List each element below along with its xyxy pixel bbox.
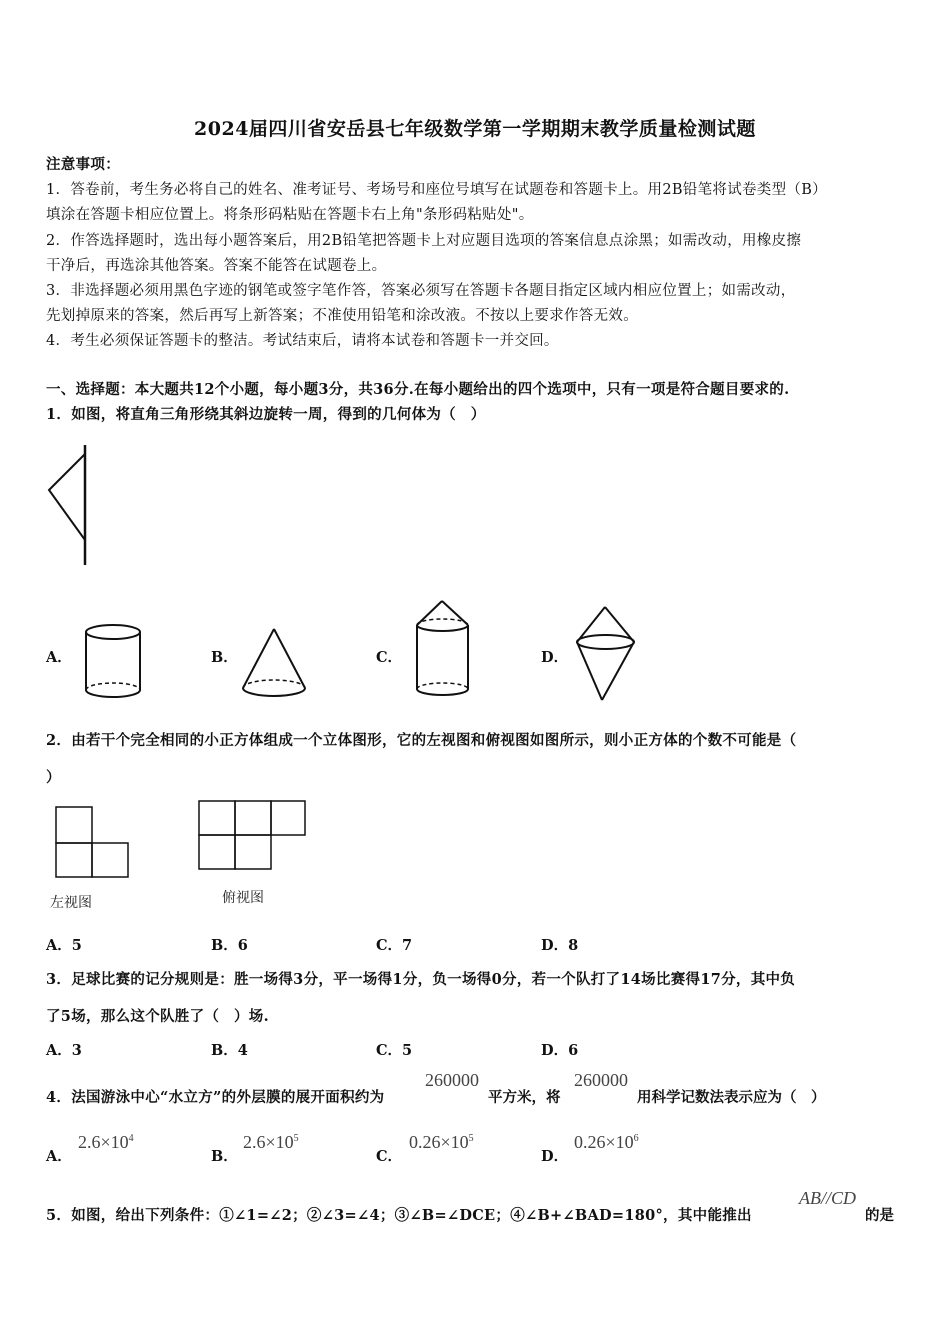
q2-option-b: B．6 xyxy=(211,937,248,954)
page-title: 2024届四川省安岳县七年级数学第一学期期末教学质量检测试题 xyxy=(194,118,756,140)
q4-option-d-value: $0.26\times 10^6$ xyxy=(574,1132,639,1152)
notice-line: 填涂在答题卡相应位置上。将条形码粘贴在答题卡右上角"条形码粘贴处"。 xyxy=(46,207,534,223)
question-4-stem-part1: 4．法国游泳中心“水立方”的外层膜的展开面积约为 xyxy=(46,1089,385,1106)
cylinder-figure xyxy=(80,622,150,704)
left-view-label: 左视图 xyxy=(50,895,92,911)
q4-option-c-label: C． xyxy=(376,1148,403,1165)
q2-option-c: C．7 xyxy=(376,937,413,954)
section-heading: 一、选择题：本大题共12个小题，每小题3分，共36分.在每小题给出的四个选项中，只有一项是符合题目要求的. xyxy=(46,381,790,398)
q4-value: 260000 xyxy=(425,1070,479,1090)
notice-line: 3．非选择题必须用黑色字迹的钢笔或签字笔作答，答案必须写在答题卡各题目指定区域内相应位置上；如需改动， xyxy=(46,283,796,299)
cone-figure xyxy=(238,626,318,706)
top-view-figure xyxy=(197,799,309,875)
right-triangle-figure xyxy=(44,442,104,572)
question-2-stem: 2．由若干个完全相同的小正方体组成一个立体图形，它的左视图和俯视图如图所示，则小正方体的个数不可能是（ xyxy=(46,732,797,749)
q2-option-d: D．8 xyxy=(541,937,579,954)
q4-option-a-value: $2.6\times 10^4$ xyxy=(78,1132,134,1152)
question-5-tail: 的是 xyxy=(865,1207,894,1224)
question-4-stem-part3: 用科学记数法表示应为（ ） xyxy=(637,1089,826,1106)
q4-option-c-value: $0.26\times 10^5$ xyxy=(409,1132,474,1152)
q1-option-c-label: C． xyxy=(376,649,403,666)
notice-line: 干净后，再选涂其他答案。答案不能答在试题卷上。 xyxy=(46,258,387,274)
question-4-stem-part2: 平方米，将 xyxy=(488,1089,561,1106)
q4-option-a-label: A． xyxy=(46,1148,72,1165)
q3-option-c: C．5 xyxy=(376,1042,413,1059)
q3-option-a: A．3 xyxy=(46,1042,82,1059)
q1-option-d-label: D． xyxy=(541,649,569,666)
question-2-stem-cont: ） xyxy=(46,769,61,786)
q4-option-b-label: B． xyxy=(211,1148,238,1165)
notice-heading: 注意事项： xyxy=(46,156,120,173)
cone-on-cylinder-figure xyxy=(410,598,480,702)
notice-line: 1．答卷前，考生务必将自己的姓名、准考证号、考场号和座位号填写在试题卷和答题卡上。用2B铅笔将试卷类型（B） xyxy=(46,182,827,198)
notice-line: 2．作答选择题时，选出每小题答案后，用2B铅笔把答题卡上对应题目选项的答案信息点涂黑；如需改动，用橡皮擦 xyxy=(46,233,802,249)
q2-option-a: A．5 xyxy=(46,937,82,954)
notice-line: 先划掉原来的答案，然后再写上新答案；不准使用铅笔和涂改液。不按以上要求作答无效。 xyxy=(46,308,638,324)
question-1-stem: 1．如图，将直角三角形绕其斜边旋转一周，得到的几何体为（ ） xyxy=(46,406,486,423)
notice-line: 4．考生必须保证答题卡的整洁。考试结束后，请将本试卷和答题卡一并交回。 xyxy=(46,333,559,349)
double-cone-figure xyxy=(572,604,642,704)
question-5-stem: 5．如图，给出下列条件：①∠1=∠2；②∠3=∠4；③∠B=∠DCE；④∠B+∠BAD=180°，其中能推出 xyxy=(46,1207,752,1224)
q3-option-b: B．4 xyxy=(211,1042,248,1059)
q1-option-a-label: A． xyxy=(46,649,72,666)
q4-value-repeat: 260000 xyxy=(574,1070,628,1090)
q4-option-d-label: D． xyxy=(541,1148,569,1165)
q4-option-b-value: $2.6\times 10^5$ xyxy=(243,1132,299,1152)
left-view-figure xyxy=(54,805,144,885)
q1-option-b-label: B． xyxy=(211,649,238,666)
q3-option-d: D．6 xyxy=(541,1042,579,1059)
q5-math: AB//CD xyxy=(799,1188,856,1208)
question-3-stem: 3．足球比赛的记分规则是：胜一场得3分，平一场得1分，负一场得0分，若一个队打了14场比赛得17分，其中负 xyxy=(46,971,796,988)
top-view-label: 俯视图 xyxy=(222,890,264,906)
question-3-stem-cont: 了5场，那么这个队胜了（ ）场. xyxy=(46,1008,269,1025)
